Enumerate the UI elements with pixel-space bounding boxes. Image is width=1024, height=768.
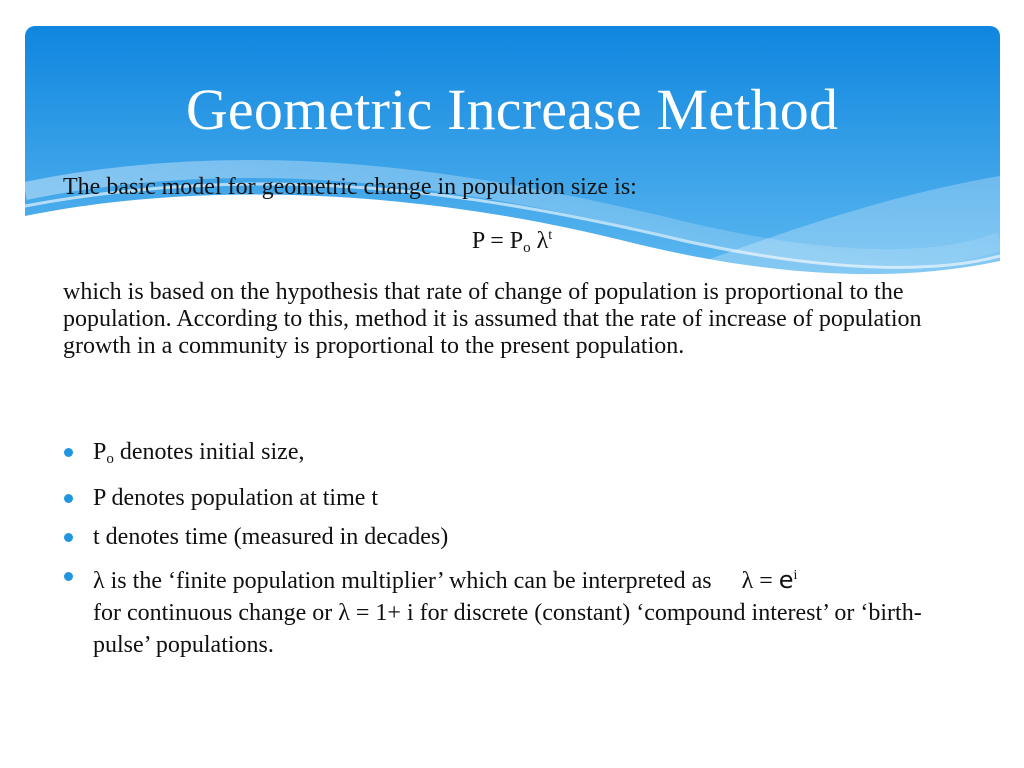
- bullet-4-e: e: [778, 566, 794, 594]
- formula-lambda: λ: [530, 228, 549, 254]
- bullet-2-text: P denotes population at time t: [93, 485, 379, 511]
- bullet-4-text-part1: λ is the ‘finite population multiplier’ which can be interpreted as λ =: [93, 568, 779, 594]
- formula-subscript: o: [523, 240, 531, 256]
- bullet-1-prefix: P: [93, 439, 107, 465]
- list-item: [62, 521, 962, 553]
- intro-text: The basic model for geometric change in population size is:: [63, 174, 637, 200]
- bullet-3-text: t denotes time (measured in decades): [93, 524, 449, 550]
- bullet-list: [62, 436, 962, 668]
- list-item: [62, 436, 962, 475]
- bullet-icon: [64, 448, 73, 457]
- list-item: [62, 482, 962, 514]
- list-item: [62, 560, 962, 661]
- bullet-icon: [64, 494, 73, 503]
- bullet-4-superscript: i: [793, 568, 798, 583]
- formula: [0, 228, 1024, 257]
- explanation-paragraph: which is based on the hypothesis that rate of change of population is proportional to the population. According to this, method it is assumed that the rate of increase of population growth in a community is proportional to the present population.: [63, 279, 922, 359]
- bullet-icon: [64, 533, 73, 542]
- formula-lhs: P = P: [471, 228, 524, 254]
- bullet-4-text-part2: for continuous change or λ = 1+ i for discrete (constant) ‘compound interest’ or ‘birth-pulse’ populations.: [93, 600, 922, 658]
- bullet-icon: [64, 572, 73, 581]
- bullet-1-subscript: o: [106, 451, 114, 467]
- slide-title: Geometric Increase Method: [185, 77, 839, 142]
- formula-superscript: t: [548, 228, 553, 243]
- bullet-1-text: denotes initial size,: [113, 439, 305, 465]
